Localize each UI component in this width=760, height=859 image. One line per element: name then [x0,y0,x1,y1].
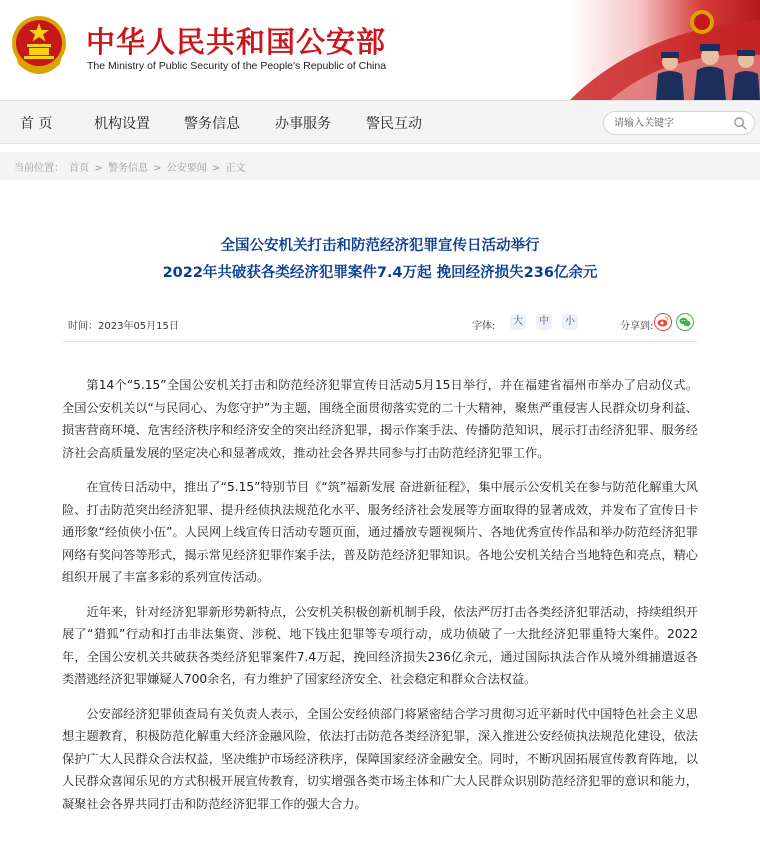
nav-item-home[interactable]: 首 页 [20,116,53,132]
search-box [603,111,755,135]
article-paragraph: 近年来，针对经济犯罪新形势新特点，公安机关积极创新机制手段，依法严厉打击各类经济犯罪活动，持续组织开展了“猎狐”行动和打击非法集资、涉税、地下钱庄犯罪等专项行动，成功侦破了一大批经济犯罪重特大案件。2022年，全国公安机关共破获各类经济犯罪案件7.4万起，挽回经济损失236亿余元，通过国际执法合作从境外缉捕遣返各类潜逃经济犯罪嫌疑人700余名，有力维护了国家经济安全、社会稳定和群众合法权益。 [62,604,698,686]
breadcrumb-separator: > [94,163,103,174]
article-meta [62,312,698,342]
share-label: 分享到: [620,321,654,332]
nav-item-services[interactable]: 办事服务 [275,116,331,132]
breadcrumb-item-current: 正文 [225,163,246,174]
breadcrumb-item-news[interactable]: 公安要闻 [166,163,207,174]
article-paragraph: 在宣传日活动中，推出了“5.15”特别节目《“筑”福新发展 奋进新征程》，集中展示公安机关在参与防范化解重大风险、打击防范突出经济犯罪、提升经侦执法规范化水平、服务经济社会发展等方面取得的显著成效，并发布了宣传日卡通形象“经侦侠小伍”。人民网上线宣传日活动专题页面，通过播放专题视频片、各地优秀宣传作品和举办防范经济犯罪网络有奖问答等形式，揭示常见经济犯罪作案手法，普及防范经济犯罪知识。各地公安机关结合当地特色和亮点，精心组织开展了丰富多彩的系列宣传活动。 [62,480,698,584]
weibo-icon[interactable] [654,313,672,331]
nav-item-organization[interactable]: 机构设置 [94,116,150,132]
main-nav [0,100,760,144]
breadcrumb-separator: > [211,163,221,174]
font-size-small-button[interactable]: 小 [562,314,578,330]
article-body [62,374,698,827]
font-size-label: 字体: [472,321,496,332]
site-title: 中华人民共和国公安部 [86,25,387,59]
article-paragraph: 公安部经济犯罪侦查局有关负责人表示，全国公安经侦部门将紧密结合学习贯彻习近平新时代中国特色社会主义思想主题教育，积极防范化解重大经济金融风险，依法打击防范各类经济犯罪，深入推进公安经侦执法规范化建设，依法保护广大人民群众合法权益，坚决维护市场经济秩序，保障国家经济金融安全。同时，不断巩固拓展宣传教育阵地，以人民群众喜闻乐见的方式积极开展宣传教育，切实增强各类市场主体和广大人民群众识别防范经济犯罪的意识和能力，凝聚社会各界共同打击和防范经济犯罪工作的强大合力。 [62,706,698,811]
nav-item-police-info[interactable]: 警务信息 [184,116,240,132]
font-size-medium-button[interactable]: 中 [536,314,552,330]
breadcrumb-prefix: 当前位置： [14,163,64,174]
article-title-line2: 2022年共破获各类经济犯罪案件7.4万起 挽回经济损失236亿余元 [162,265,598,281]
publish-time: 时间：2023年05月15日 [68,321,179,332]
breadcrumb-item-home[interactable]: 首页 [69,163,90,174]
article-title-line1: 全国公安机关打击和防范经济犯罪宣传日活动举行 [220,238,540,254]
police-banner-image [570,0,760,100]
breadcrumb-item-police-info[interactable]: 警务信息 [107,163,148,174]
article-paragraph: 第14个“5.15”全国公安机关打击和防范经济犯罪宣传日活动5月15日举行，并在福建省福州市举办了启动仪式。全国公安机关以“与民同心、为您守护”为主题，围绕全面贯彻落实党的二十大精神，聚焦严重侵害人民群众切身利益、损害营商环境、危害经济秩序和经济安全的突出经济犯罪，揭示作案手法、传播防范知识，展示打击经济犯罪、服务经济社会高质量发展的坚定决心和显著成效，推动社会各界共同参与打击防范经济犯罪工作。 [62,378,698,460]
font-size-large-button[interactable]: 大 [510,314,526,330]
national-emblem-icon [10,14,68,76]
breadcrumb [0,152,760,180]
nav-item-interaction[interactable]: 警民互动 [366,116,422,132]
site-subtitle: The Ministry of Public Security of the People's Republic of China [87,60,387,72]
search-input[interactable] [614,115,724,131]
site-header [0,0,760,100]
wechat-icon[interactable] [676,313,694,331]
breadcrumb-separator: > [153,163,162,174]
search-icon[interactable] [733,116,748,131]
